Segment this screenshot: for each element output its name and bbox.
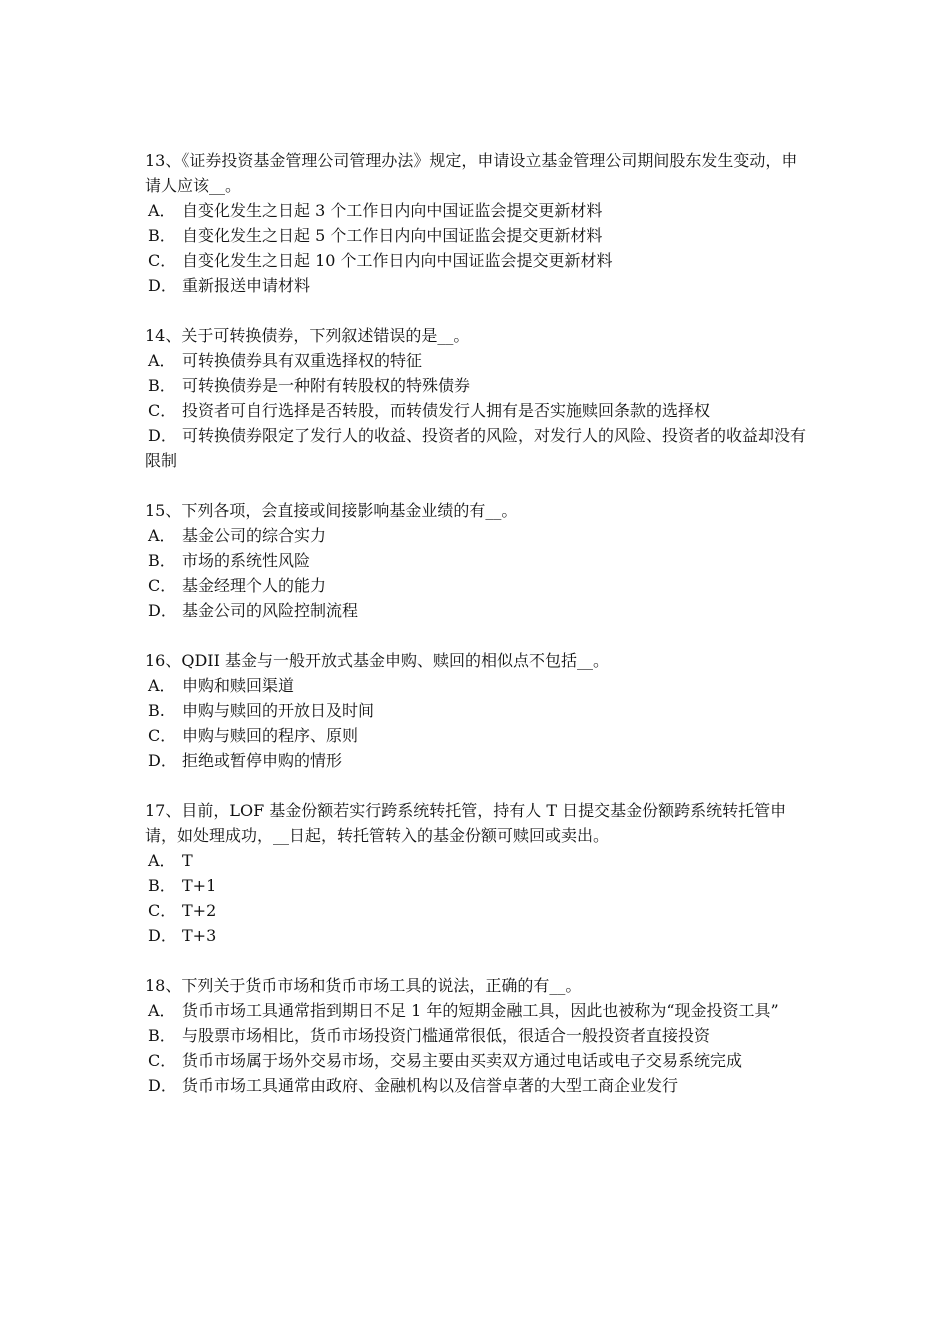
question-stem: 17、目前，LOF 基金份额若实行跨系统转托管，持有人 T 日提交基金份额跨系统转托管申请，如处理成功，__日起，转托管转入的基金份额可赎回或卖出。: [145, 801, 787, 845]
option-a: [145, 348, 810, 373]
option-label: A．: [148, 1001, 176, 1020]
option-label: C．: [148, 901, 177, 920]
option-label: B．: [148, 876, 176, 895]
option-text: 自变化发生之日起 5 个工作日内向中国证监会提交更新材料: [182, 226, 603, 245]
option-c: [145, 898, 810, 923]
option-text: 申购与赎回的程序、原则: [182, 726, 359, 745]
option-a: [145, 848, 810, 873]
option-text: 与股票市场相比，货币市场投资门槛通常很低，很适合一般投资者直接投资: [182, 1026, 711, 1045]
question-stem: 15、下列各项，会直接或间接影响基金业绩的有__。: [145, 501, 518, 520]
option-c: [145, 398, 810, 423]
option-label: B．: [148, 226, 176, 245]
option-c: [145, 248, 810, 273]
option-a: [145, 998, 810, 1023]
option-c: [145, 573, 810, 598]
option-d: [145, 273, 810, 298]
option-b: [145, 373, 810, 398]
option-text: 基金经理个人的能力: [182, 576, 327, 595]
question-stem: 16、QDII 基金与一般开放式基金申购、赎回的相似点不包括__。: [145, 651, 610, 670]
option-label: D．: [148, 926, 177, 945]
option-text: 可转换债券限定了发行人的收益、投资者的风险，对发行人的风险、投资者的收益却没有限制: [145, 426, 807, 470]
option-text: 基金公司的风险控制流程: [182, 601, 359, 620]
option-label: D．: [148, 276, 177, 295]
option-b: [145, 223, 810, 248]
option-label: C．: [148, 401, 177, 420]
option-label: A．: [148, 676, 176, 695]
option-b: [145, 698, 810, 723]
option-c: [145, 723, 810, 748]
option-d: [145, 1073, 810, 1098]
option-label: B．: [148, 1026, 176, 1045]
option-text: 基金公司的综合实力: [182, 526, 327, 545]
option-label: B．: [148, 376, 176, 395]
option-label: B.: [148, 701, 165, 720]
option-a: [145, 673, 810, 698]
option-label: A．: [148, 351, 176, 370]
option-label: B．: [148, 551, 176, 570]
option-label: A．: [148, 851, 176, 870]
option-label: D．: [148, 751, 177, 770]
question-stem: 13、《证券投资基金管理公司管理办法》规定，申请设立基金管理公司期间股东发生变动，申请人应该__。: [145, 151, 798, 195]
option-text: 可转换债券具有双重选择权的特征: [182, 351, 423, 370]
question-18: [145, 973, 810, 1098]
option-c: [145, 1048, 810, 1073]
document-page: [145, 148, 810, 1123]
option-text: 自变化发生之日起 10 个工作日内向中国证监会提交更新材料: [182, 251, 613, 270]
option-b: [145, 548, 810, 573]
option-label: D．: [148, 601, 177, 620]
option-label: C．: [148, 576, 177, 595]
option-text: 货币市场工具通常由政府、金融机构以及信誉卓著的大型工商企业发行: [182, 1076, 679, 1095]
question-stem: 14、关于可转换债券，下列叙述错误的是__。: [145, 326, 470, 345]
question-15: [145, 498, 810, 623]
question-14: [145, 323, 810, 473]
option-a: [145, 523, 810, 548]
option-d: [145, 748, 810, 773]
option-text: 货币市场属于场外交易市场，交易主要由买卖双方通过电话或电子交易系统完成: [182, 1051, 743, 1070]
option-text: T: [182, 851, 193, 870]
option-label: D．: [148, 1076, 177, 1095]
option-text: 投资者可自行选择是否转股，而转债发行人拥有是否实施赎回条款的选择权: [182, 401, 711, 420]
question-17: [145, 798, 810, 948]
option-label: A．: [148, 526, 176, 545]
option-text: 可转换债券是一种附有转股权的特殊债券: [182, 376, 471, 395]
option-text: 申购和赎回渠道: [182, 676, 295, 695]
option-b: [145, 873, 810, 898]
question-16: [145, 648, 810, 773]
option-text: 自变化发生之日起 3 个工作日内向中国证监会提交更新材料: [182, 201, 603, 220]
option-d: [145, 923, 810, 948]
option-text: 货币市场工具通常指到期日不足 1 年的短期金融工具，因此也被称为“现金投资工具”: [182, 1001, 779, 1020]
option-text: 重新报送申请材料: [182, 276, 311, 295]
option-label: D．: [148, 426, 177, 445]
option-text: 市场的系统性风险: [182, 551, 311, 570]
option-d: [145, 598, 810, 623]
option-label: C．: [148, 251, 177, 270]
option-text: T+3: [182, 926, 217, 945]
option-text: 申购与赎回的开放日及时间: [182, 701, 375, 720]
option-a: [145, 198, 810, 223]
option-label: A．: [148, 201, 176, 220]
question-13: [145, 148, 810, 298]
option-text: T+2: [182, 901, 217, 920]
question-stem: 18、下列关于货币市场和货币市场工具的说法，正确的有__。: [145, 976, 582, 995]
option-text: 拒绝或暂停申购的情形: [182, 751, 343, 770]
option-text: T+1: [182, 876, 217, 895]
option-d: [145, 423, 810, 473]
option-label: C．: [148, 1051, 177, 1070]
option-label: C．: [148, 726, 177, 745]
option-b: [145, 1023, 810, 1048]
